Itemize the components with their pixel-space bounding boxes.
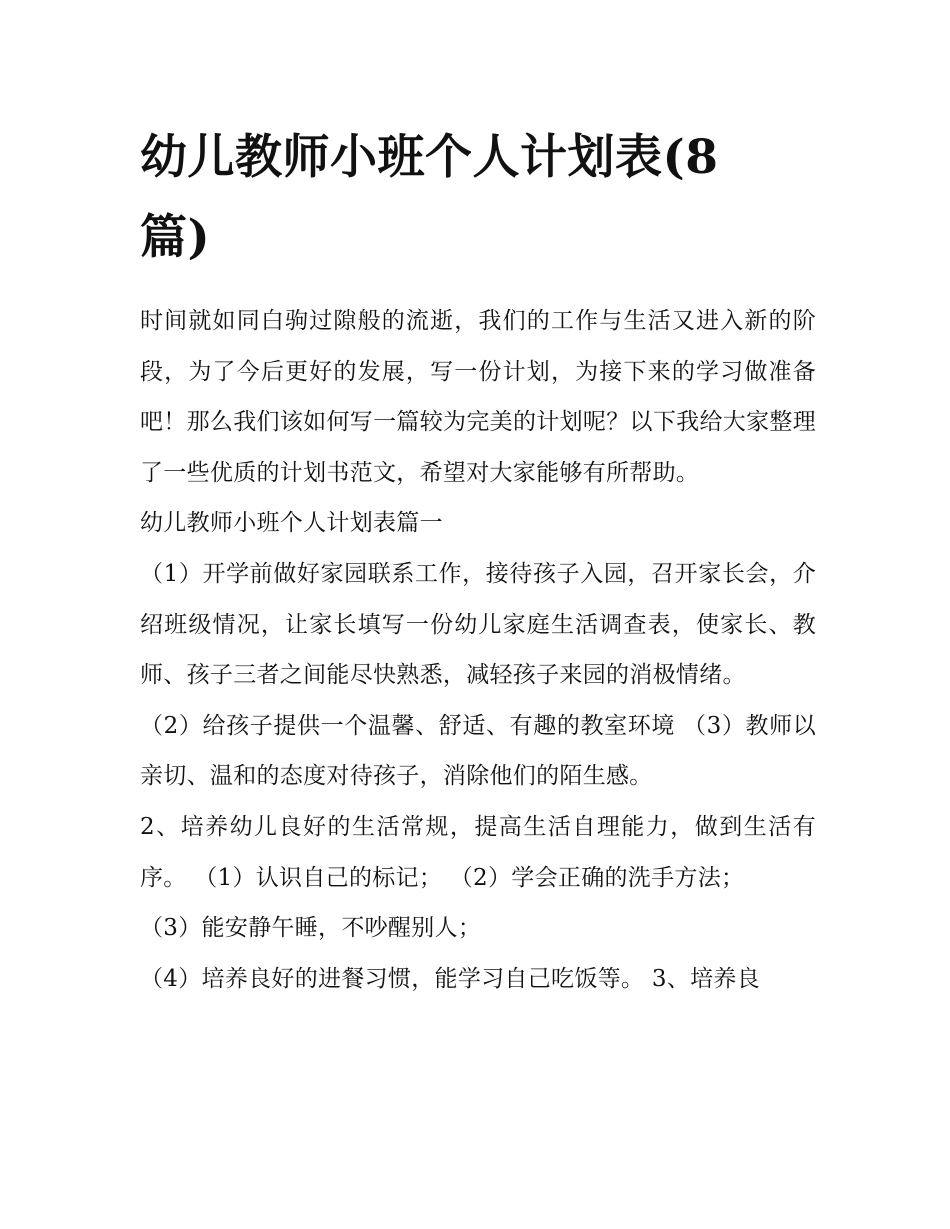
body-paragraph: （2）给孩子提供一个温馨、舒适、有趣的教室环境 （3）教师以亲切、温和的态度对待孩子，消除他们的陌生感。 — [140, 712, 816, 790]
intro-paragraph: 时间就如同白驹过隙般的流逝，我们的工作与生活又进入新的阶段，为了今后更好的发展，写一份计划，为接下来的学习做准备吧！那么我们该如何写一篇较为完美的计划呢？以下我给大家整理了一些优质的计划书范文，希望对大家能够有所帮助。 — [140, 308, 816, 486]
body-paragraph: （1）开学前做好家园联系工作，接待孩子入园，召开家长会，介绍班级情况，让家长填写一份幼儿家庭生活调查表，使家长、教师、孩子三者之间能尽快熟悉，减轻孩子来园的消极情绪。 — [140, 560, 816, 689]
document-body — [140, 118, 816, 1004]
section-heading: 幼儿教师小班个人计划表篇一 — [140, 510, 443, 537]
body-paragraph: （3）能安静午睡，不吵醒别人； — [140, 915, 482, 942]
body-paragraph: 2、培养幼儿良好的生活常规，提高生活自理能力，做到生活有序。 （1）认识自己的标记； （2）学会正确的洗手方法； — [140, 813, 816, 891]
body-paragraph: （4）培养良好的进餐习惯，能学习自己吃饭等。 3、培养良 — [140, 965, 760, 992]
document-title: 幼儿教师小班个人计划表(8篇) — [140, 130, 719, 265]
